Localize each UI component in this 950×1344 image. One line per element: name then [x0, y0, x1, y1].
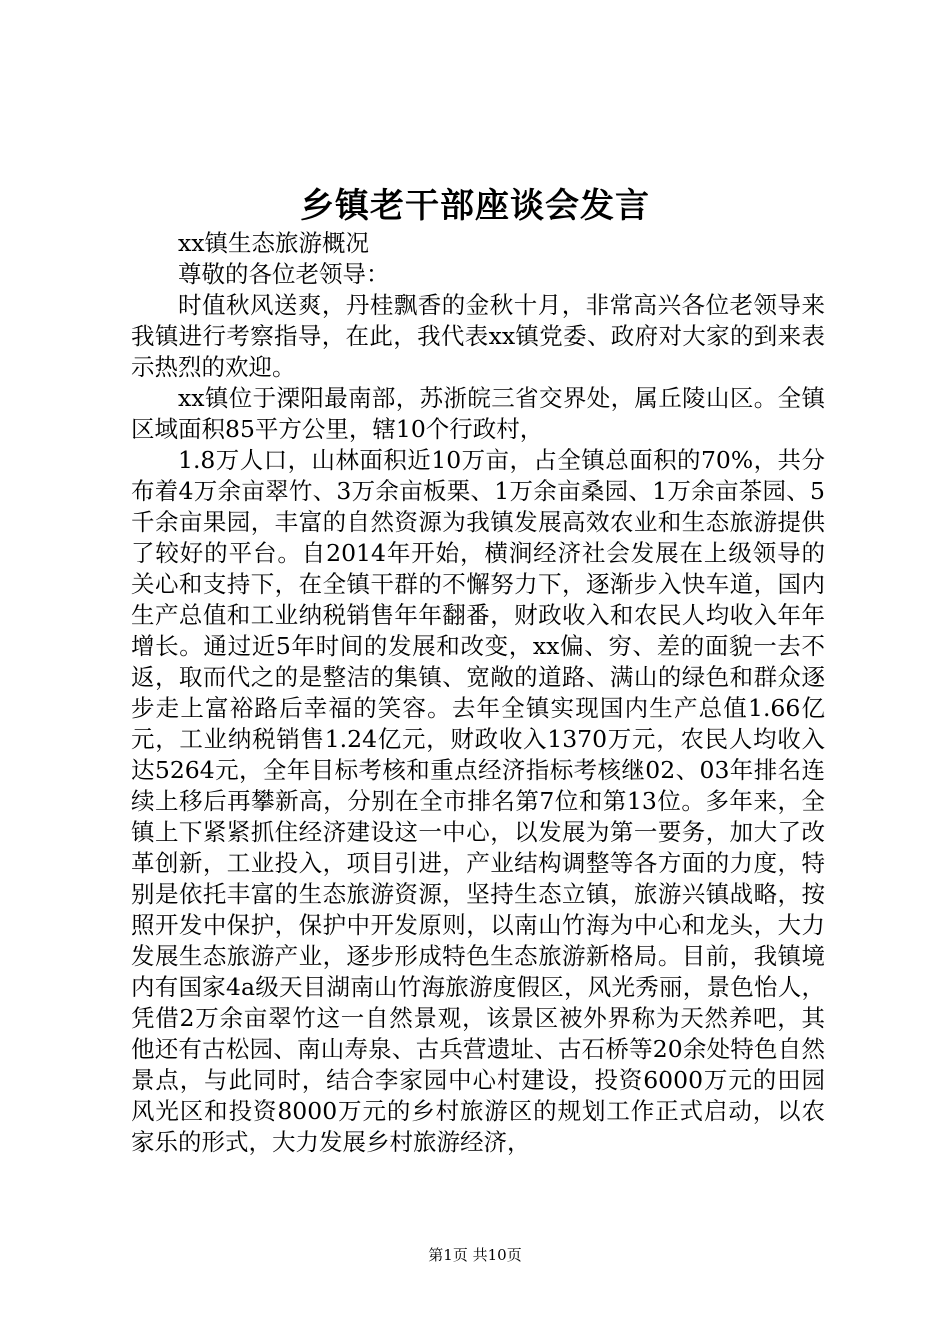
document-title: 乡镇老干部座谈会发言: [300, 186, 650, 226]
paragraph-welcome: 时值秋风送爽，丹桂飘香的金秋十月，非常高兴各位老领导来我镇进行考察指导，在此，我代表xx镇党委、政府对大家的到来表示热烈的欢迎。: [131, 291, 825, 381]
paragraph-location: xx镇位于溧阳最南部，苏浙皖三省交界处，属丘陵山区。全镇区域面积85平方公里，辖10个行政村，: [131, 384, 825, 443]
document-body: [131, 228, 825, 1158]
paragraph-development: 1.8万人口，山林面积近10万亩，占全镇总面积的70%，共分布着4万余亩翠竹、3万余亩板栗、1万余亩桑园、1万余亩茶园、5千余亩果园，丰富的自然资源为我镇发展高效农业和生态旅游提供了较好的平台。自2014年开始，横涧经济社会发展在上级领导的关心和支持下，在全镇干群的不懈努力下，逐渐步入快车道，国内生产总值和工业纳税销售年年翻番，财政收入和农民人均收入年年增长。通过近5年时间的发展和改变，xx偏、穷、差的面貌一去不返，取而代之的是整洁的集镇、宽敞的道路、满山的绿色和群众逐步走上富裕路后幸福的笑容。去年全镇实现国内生产总值1.66亿元，工业纳税销售1.24亿元，财政收入1370万元，农民人均收入达5264元，全年目标考核和重点经济指标考核继02、03年排名连续上移后再攀新高，分别在全市排名第7位和第13位。多年来，全镇上下紧紧抓住经济建设这一中心，以发展为第一要务，加大了改革创新，工业投入，项目引进，产业结构调整等各方面的力度，特别是依托丰富的生态旅游资源，坚持生态立镇，旅游兴镇战略，按照开发中保护，保护中开发原则，以南山竹海为中心和龙头，大力发展生态旅游产业，逐步形成特色生态旅游新格局。目前，我镇境内有国家4a级天目湖南山竹海旅游度假区，风光秀丽，景色怡人，凭借2万余亩翠竹这一自然景观，该景区被外界称为天然养吧，其他还有古松园、南山寿泉、古兵营遗址、古石桥等20余处特色自然景点，与此同时，结合李家园中心村建设，投资6000万元的田园风光区和投资8000万元的乡村旅游区的规划工作正式启动，以农家乐的形式，大力发展乡村旅游经济，: [131, 446, 825, 1156]
page-number: 第1页 共10页: [428, 1246, 522, 1264]
paragraph-subtitle: xx镇生态旅游概况: [178, 229, 370, 257]
paragraph-salutation: 尊敬的各位老领导：: [178, 260, 390, 288]
